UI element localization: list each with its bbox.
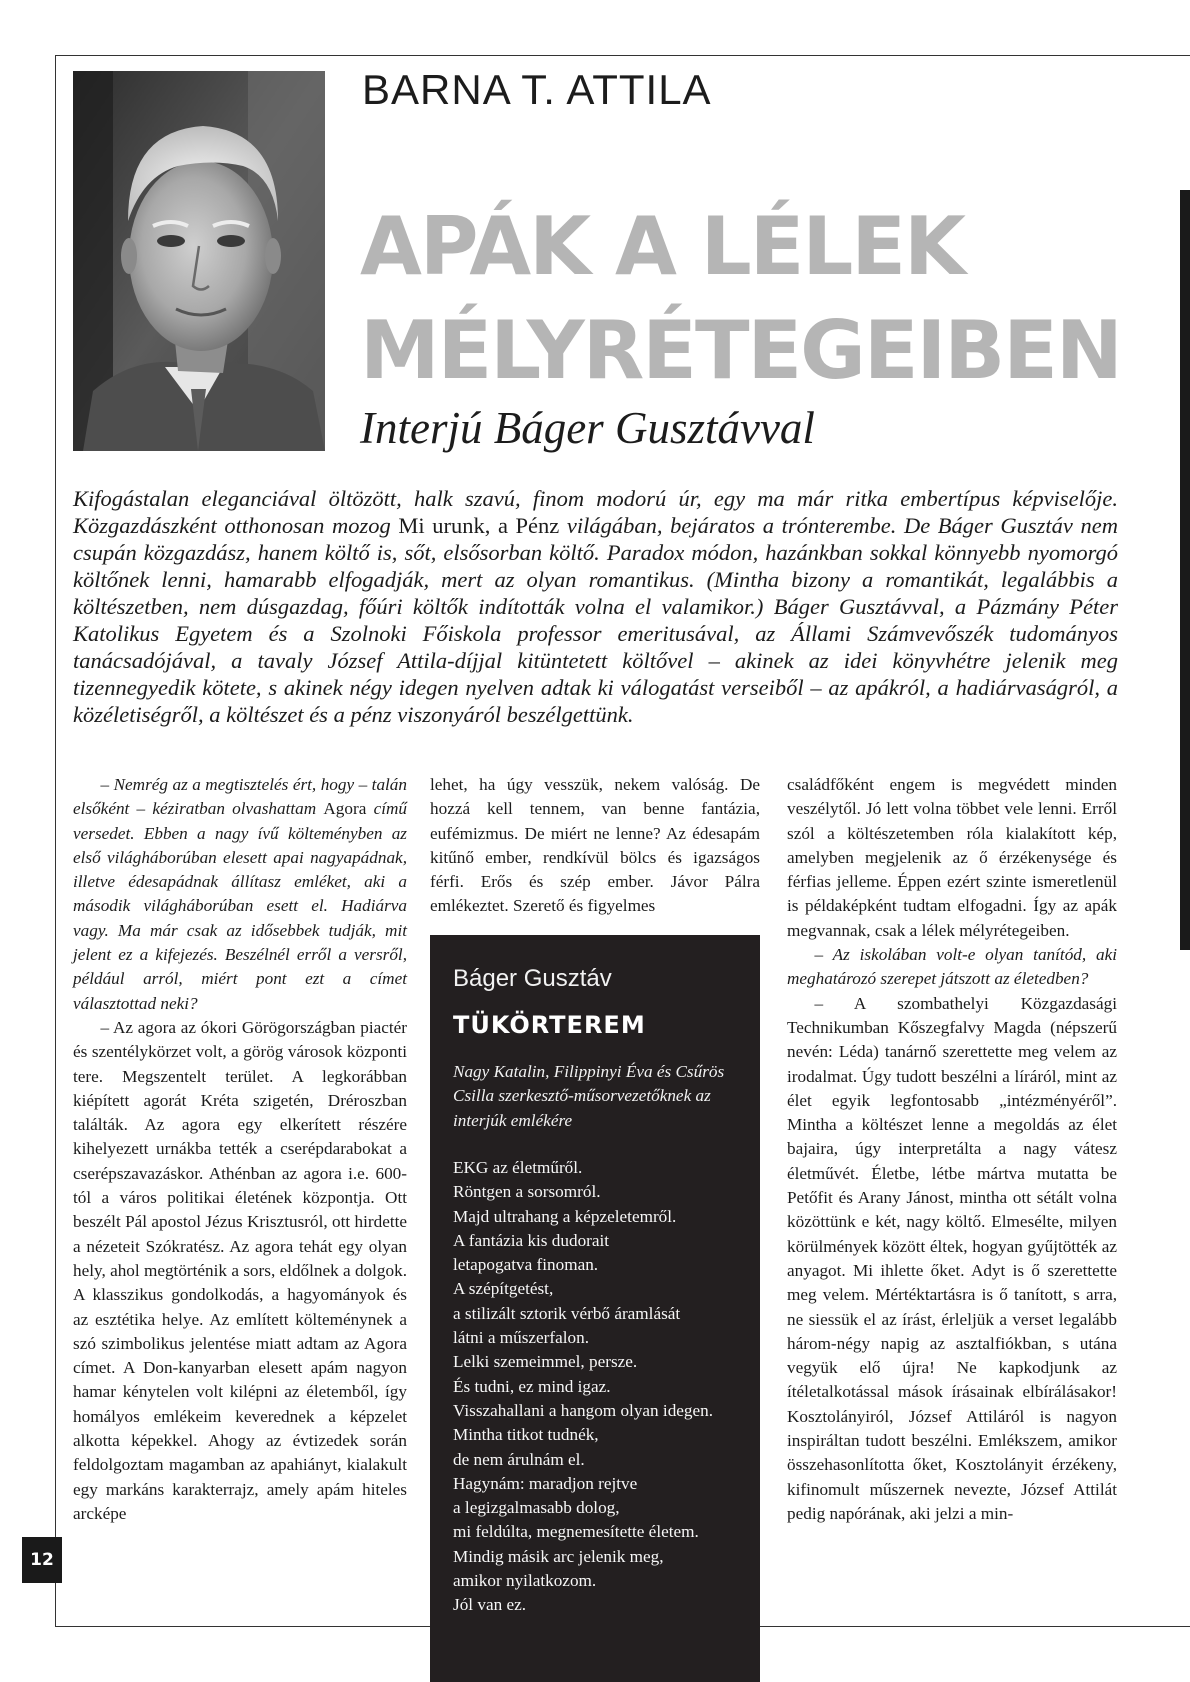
- interview-answer: – Az agora az ókori Görögországban piactér és szentélykörzet volt, a görög városok központi tere. Megszentelt terület. A legkorábban kiépített agorát Kréta szigetén, Dréroszban találták. Az agora egy elkerített részére kihelyezett urnákba tették a cserépdarabokat a cserépszavazáskor. Athénban az agora i.e. 600-tól a város politikai életének központja. Ott beszélt Pál apostol Jézus Krisztusról, ott hirdette a nézeteit Szókratész. Az agora tehát egy olyan hely, ahol megtörténik a sors, eldőlnek a dolgok. A klasszikus gondolkodás, a hagyományok és az esztétika helye. Az említett költeménynek a szó szimbolikus jelentése miatt adtam az Agora címet. A Don-kanyarban elesett apám nagyon hamar kénytelen volt kilépni az életemből, így homályos emlékeim keverednek a képzelet alkotta képekkel. Ahogy az évtizedek során feldolgoztam magamban az apahiányt, kialakult egy markáns karakterrajz, amely apám hiteles arcképe: [73, 1017, 407, 1523]
- interview-question: – Az iskolában volt-e olyan tanítód, aki meghatározó szerepet játszott az életedben?: [787, 945, 1117, 989]
- poem-lines: [453, 1156, 753, 1618]
- page-number: 12: [22, 1537, 62, 1583]
- lead-text-upright: Mi urunk, a Pénz: [398, 513, 560, 538]
- poem-line: látni a műszerfalon.: [453, 1328, 590, 1348]
- poem-title: TÜKÖRTEREM: [453, 1011, 646, 1039]
- poem-line: És tudni, ez mind igaz.: [453, 1376, 611, 1396]
- poem-line: letapogatva finoman.: [453, 1255, 599, 1275]
- author-name: BARNA T. ATTILA: [362, 66, 712, 113]
- lead-text-2: világában, bejáratos a trónterembe. De Báger Gusztáv nem csupán közgazdász, hanem költő is, sőt, elsősorban költő. Paradox módon, hazánkban sokkal könnyebb nyomorgó költőnek lenni, hamarabb elfogadják, mert az olyan romantikus. (Mintha bizony a romantikát, legalábbis a költészetben, nem dúsgazdag, főúri költők indították volna el valamikor.) Báger Gusztávval, a Pázmány Péter Katolikus Egyetem és a Szolnoki Főiskola professor emeritusával, az Állami Számvevőszék tudományos tanácsadójával, a tavaly József Attila-díjjal kitüntetett költővel – akinek az idei könyvhétre jelenik meg tizennegyedik kötete, s akinek négy idegen nyelven adtak ki válogatást verseiből – az apákról, a hadiárvaságról, a közéletiségről, a költészet és a pénz viszonyáról beszélgettünk.: [73, 513, 1118, 727]
- poem-dedication: Nagy Katalin, Filippinyi Éva és Csűrös Csilla szerkesztő-műsorvezetőknek az interjúk emlékére: [453, 1062, 725, 1130]
- page-frame-top: [55, 55, 1190, 56]
- poem-line: a legizgalmasabb dolog,: [453, 1498, 620, 1518]
- poem-line: Röntgen a sorsomról.: [453, 1182, 601, 1202]
- interview-answer-continued: lehet, ha úgy vesszük, nekem valóság. De hozzá kell tennem, van benne fantázia, eufémizmus. De miért ne lenne? Az édesapám kitűnő ember, rendkívül bölcs és igazságos férfi. Erős és szép ember. Jávor Pálra emlékeztet. Szerető és figyelmes: [430, 775, 760, 916]
- author-portrait-photo: [73, 71, 325, 451]
- poem-line: amikor nyilatkozom.: [453, 1571, 597, 1591]
- poem-box: [430, 935, 760, 1682]
- poem-line: Majd ultrahang a képzeletemről.: [453, 1206, 677, 1226]
- poem-line: Hagynám: maradjon rejtve: [453, 1473, 638, 1493]
- lead-text-1: Kifogástalan eleganciával öltözött, halk szavú, finom modorú úr, egy ma már ritka embertípus képviselője. Közgazdászként otthonosan mozog: [73, 486, 1118, 538]
- question-text-a: – Nemrég az a megtisztelés ért, hogy – talán elsőként – kéziratban olvashattam: [73, 775, 407, 819]
- poem-line: Mindig másik arc jelenik meg,: [453, 1546, 664, 1566]
- text-column-1: [73, 773, 407, 1526]
- text-column-2: [430, 773, 760, 919]
- page-edge-tab: [1180, 190, 1190, 950]
- lead-paragraph: [73, 485, 1118, 728]
- poem-line: a stilizált sztorik vérbő áramlását: [453, 1303, 681, 1323]
- interview-question: [73, 773, 407, 1016]
- poem-line: Lelki szemeimmel, persze.: [453, 1352, 638, 1372]
- poem-line: Visszahallani a hangom olyan idegen.: [453, 1400, 714, 1420]
- article-title-line-2: MÉLYRÉTEGEIBEN: [360, 304, 1121, 397]
- article-title: [360, 195, 1121, 403]
- poem-line: A fantázia kis dudorait: [453, 1230, 610, 1250]
- poem-title-mention: Agora: [323, 799, 367, 819]
- poem-line: Jól van ez.: [453, 1595, 527, 1615]
- article-title-line-1: APÁK A LÉLEK: [360, 200, 964, 293]
- poem-line: A szépítgetést,: [453, 1279, 554, 1299]
- poem-line: Mintha titkot tudnék,: [453, 1425, 599, 1445]
- portrait-illustration: [73, 71, 325, 451]
- poem-line: de nem árulnám el.: [453, 1449, 585, 1469]
- text-column-3: [787, 773, 1117, 1526]
- poem-line: EKG az életműről.: [453, 1158, 583, 1177]
- interview-answer: – A szombathelyi Közgazdasági Technikumban Kőszegfalvy Magda (népszerű nevén: Léda) tanárnő szerettette meg velem az irodalmat. Úgy tudott beszélni a líráról, mint az élet egyik legfontosabb „intézményéről”. Mintha a költészet lenne a megoldás az élet bajaira, úgy interpretálta a nagy vátesz életművét. Életbe, létbe mártva mutatta be Petőfit és Arany Jánost, mintha ott sétált volna közöttünk e két, nagy költő. Elmesélte, milyen körülmények között éltek, hogyan gyűjtötték az anyagot. Mi ihlette őket. Adyt is ő szerettette meg velem. Mértéktartásra is ő tanított, s arra, ne siessük el az írást, érleljük a verset legalább három-négy napig az asztalfiókban, s utána vegyük elő újra! Ne kapkodjunk az ítéletalkotással mások írásainak elbírálásakor! Kosztolányiról, József Attiláról is nagyon inspiráltan tudott beszélni. Emlékszem, amikor összehasonlította őket, Kosztolányit érzékeny, kifinomult műszernek nevezte, József Attilát pedig napórának, aki jelzi a min-: [787, 993, 1117, 1523]
- article-subtitle: Interjú Báger Gusztávval: [360, 403, 815, 453]
- poem-line: mi feldúlta, megnemesítette életem.: [453, 1522, 699, 1542]
- interview-answer-continued: családfőként engem is megvédett minden veszélytől. Jó lett volna többet vele lenni. Erről szól a költészetemben róla kialakított kép, amelyben megjelenik az ő érzékenysége és férfias jelleme. Éppen ezért szinte ismeretlenül is példaképként tudtam elfogadni. Így az apák megvannak, csak a lélek mélyrétegeiben.: [787, 775, 1117, 940]
- question-text-c: című versedet. Ebben a nagy ívű költeményben az első világháborúban elesett apai nagyapádnak, illetve édesapádnak állítasz emléket, aki a második világháborúban esett el. Hadiárva vagy. Ma már csak az idősebbek tudják, mit jelent ez a kifejezés. Beszélnél erről a versről, például arról, miért pont ezt a címet választottad neki?: [73, 799, 407, 1013]
- poem-author: Báger Gusztáv: [453, 965, 612, 992]
- page-frame-left: [55, 55, 56, 1627]
